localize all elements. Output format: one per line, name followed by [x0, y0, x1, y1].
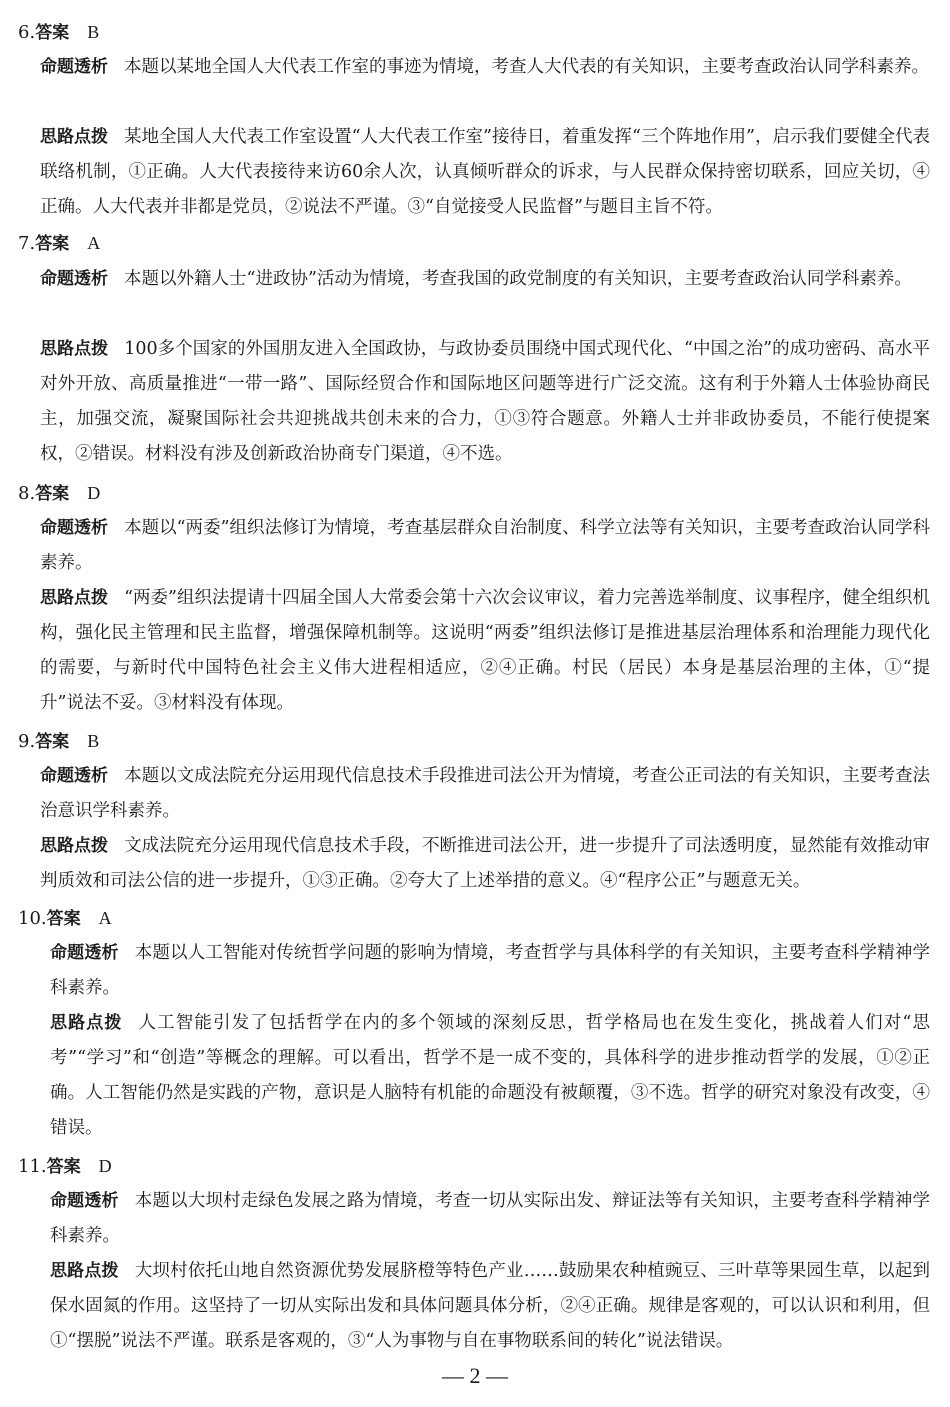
- reasoning-text: 大坝村依托山地自然资源优势发展脐橙等特色产业……鼓励果农种植豌豆、三叶草等果园生草，以起到保水固氮的作用。这坚持了一切从实际出发和具体问题具体分析，②④正确。规律是客观的，可以认识和利用，但①“摆脱”说法不严谨。联系是客观的，③“人为事物与自在事物联系间的转化”说法错误。: [50, 1261, 931, 1351]
- reasoning-label: 思路点拨: [50, 1261, 119, 1281]
- analysis-label: 命题透析: [40, 57, 108, 77]
- answer-label: 答案: [46, 1157, 81, 1177]
- analysis-paragraph: [50, 936, 930, 1006]
- answer-choice: B: [87, 22, 100, 42]
- reasoning-paragraph: [40, 829, 930, 899]
- page-number: — 2 —: [442, 1363, 508, 1388]
- reasoning-paragraph: [40, 332, 930, 472]
- analysis-label: 命题透析: [40, 766, 109, 786]
- question-number: 11.: [18, 1156, 47, 1177]
- answer-choice: D: [98, 1156, 112, 1176]
- answer-label: 答案: [35, 484, 70, 504]
- analysis-text: 本题以文成法院充分运用现代信息技术手段推进司法公开为情境，考查公正司法的有关知识，主要考查法治意识学科素养。: [40, 766, 931, 821]
- analysis-label: 命题透析: [50, 943, 119, 963]
- question-number: 8.: [18, 483, 36, 504]
- analysis-paragraph: [40, 50, 930, 85]
- reasoning-text: 人工智能引发了包括哲学在内的多个领域的深刻反思，哲学格局也在发生变化，挑战着人们对“思考”“学习”和“创造”等概念的理解。可以看出，哲学不是一成不变的，具体科学的进步推动哲学的发展，①②正确。人工智能仍然是实践的产物，意识是人脑特有机能的命题没有被颠覆，③不选。哲学的研究对象没有改变，④错误。: [50, 1013, 930, 1138]
- reasoning-paragraph: [50, 1254, 930, 1359]
- analysis-text: 本题以外籍人士“进政协”活动为情境，考查我国的政党制度的有关知识，主要考查政治认同学科素养。: [124, 269, 912, 289]
- analysis-paragraph: [40, 511, 930, 581]
- answer-header: [18, 730, 99, 753]
- reasoning-paragraph: [40, 120, 930, 225]
- reasoning-text: 某地全国人大代表工作室设置“人大代表工作室”接待日，着重发挥“三个阵地作用”，启示我们要健全代表联络机制，①正确。人大代表接待来访60余人次，认真倾听群众的诉求，与人民群众保持密切联系，回应关切，④正确。人大代表并非都是党员，②说法不严谨。③“自觉接受人民监督”与题目主旨不符。: [40, 127, 931, 217]
- answer-label: 答案: [35, 234, 70, 254]
- analysis-paragraph: [50, 1184, 930, 1254]
- analysis-text: 本题以某地全国人大代表工作室的事迹为情境，考查人大代表的有关知识，主要考查政治认同学科素养。: [124, 57, 929, 77]
- answer-label: 答案: [35, 23, 70, 43]
- answer-label: 答案: [46, 909, 81, 929]
- reasoning-label: 思路点拨: [40, 836, 109, 856]
- reasoning-paragraph: [50, 1006, 930, 1146]
- answer-label: 答案: [35, 732, 70, 752]
- reasoning-text: 100多个国家的外国朋友进入全国政协，与政协委员围绕中国式现代化、“中国之治”的成功密码、高水平对外开放、高质量推进“一带一路”、国际经贸合作和国际地区问题等进行广泛交流。这有利于外籍人士体验协商民主，加强交流，凝聚国际社会共迎挑战共创未来的合力，①③符合题意。外籍人士并非政协委员，不能行使提案权，②错误。材料没有涉及创新政治协商专门渠道，④不选。: [40, 339, 931, 464]
- analysis-label: 命题透析: [40, 269, 108, 289]
- answer-choice: A: [98, 908, 112, 928]
- question-number: 10.: [18, 908, 47, 929]
- answer-header: [18, 1155, 112, 1178]
- reasoning-label: 思路点拨: [40, 339, 109, 359]
- answer-header: [18, 21, 99, 44]
- answer-header: [18, 232, 100, 255]
- answer-choice: B: [87, 731, 100, 751]
- reasoning-paragraph: [40, 581, 930, 721]
- reasoning-label: 思路点拨: [40, 588, 109, 608]
- reasoning-label: 思路点拨: [40, 127, 109, 147]
- reasoning-text: “两委”组织法提请十四届全国人大常委会第十六次会议审议，着力完善选举制度、议事程序，健全组织机构，强化民主管理和民主监督，增强保障机制等。这说明“两委”组织法修订是推进基层治理体系和治理能力现代化的需要，与新时代中国特色社会主义伟大进程相适应，②④正确。村民（居民）本身是基层治理的主体，①“提升”说法不妥。③材料没有体现。: [40, 588, 931, 713]
- analysis-paragraph: [40, 262, 930, 297]
- analysis-label: 命题透析: [50, 1191, 119, 1211]
- analysis-text: 本题以人工智能对传统哲学问题的影响为情境，考查哲学与具体科学的有关知识，主要考查科学精神学科素养。: [50, 943, 931, 998]
- answer-choice: A: [87, 233, 101, 253]
- question-number: 7.: [18, 233, 36, 254]
- analysis-text: 本题以大坝村走绿色发展之路为情境，考查一切从实际出发、辩证法等有关知识，主要考查科学精神学科素养。: [50, 1191, 931, 1246]
- question-number: 9.: [18, 731, 36, 752]
- answer-choice: D: [87, 483, 101, 503]
- question-number: 6.: [18, 22, 36, 43]
- answer-header: [18, 482, 100, 505]
- reasoning-text: 文成法院充分运用现代信息技术手段，不断推进司法公开，进一步提升了司法透明度，显然能有效推动审判质效和司法公信的进一步提升，①③正确。②夸大了上述举措的意义。④“程序公正”与题意无关。: [40, 836, 931, 891]
- answer-header: [18, 907, 112, 930]
- analysis-text: 本题以“两委”组织法修订为情境，考查基层群众自治制度、科学立法等有关知识，主要考查政治认同学科素养。: [40, 518, 931, 573]
- analysis-label: 命题透析: [40, 518, 109, 538]
- analysis-paragraph: [40, 759, 930, 829]
- reasoning-label: 思路点拨: [50, 1013, 123, 1033]
